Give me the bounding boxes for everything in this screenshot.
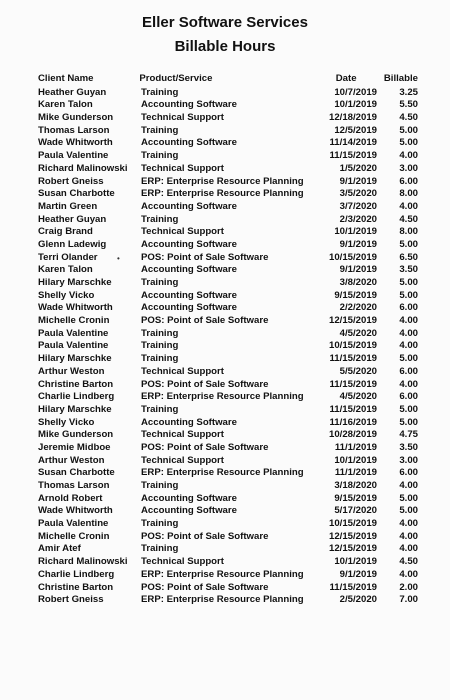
billable-cell: 6.00: [399, 302, 418, 314]
table-row: [38, 163, 418, 176]
date-cell: 3/5/2020: [339, 188, 377, 200]
table-row: [38, 328, 418, 341]
billable-cell: 5.00: [399, 289, 418, 301]
product-service-cell: Training: [141, 403, 179, 415]
product-service-cell: POS: Point of Sale Software: [141, 581, 269, 593]
product-service-cell: Technical Support: [141, 365, 224, 377]
client-name-cell: Hilary Marschke: [38, 353, 112, 365]
table-row: [38, 201, 418, 214]
table-row: [38, 556, 418, 569]
billable-cell: 3.00: [399, 454, 418, 466]
client-name-cell: Karen Talon: [38, 99, 93, 111]
table-row: [38, 404, 418, 417]
product-service-cell: POS: Point of Sale Software: [141, 315, 269, 327]
date-cell: 11/15/2019: [329, 403, 377, 415]
billable-cell: 4.00: [399, 378, 418, 390]
table-row: [38, 226, 418, 239]
product-service-cell: Training: [141, 213, 179, 225]
date-cell: 11/16/2019: [329, 416, 377, 428]
product-service-cell: Training: [141, 543, 179, 555]
client-name-cell: Michelle Cronin: [38, 315, 110, 327]
table-row: [38, 340, 418, 353]
client-name-cell: Richard Malinowski: [38, 556, 128, 568]
billable-cell: 5.00: [399, 505, 418, 517]
date-cell: 2/5/2020: [339, 594, 377, 606]
date-cell: 9/15/2019: [334, 492, 377, 504]
billable-cell: 6.00: [399, 365, 418, 377]
billable-cell: 3.50: [399, 441, 418, 453]
billable-cell: 5.00: [399, 416, 418, 428]
date-cell: 12/15/2019: [328, 530, 377, 542]
billable-cell: 5.00: [399, 238, 418, 250]
billable-cell: 5.00: [399, 124, 418, 136]
date-cell: 9/1/2019: [339, 238, 377, 250]
client-name-cell: Arthur Weston: [38, 454, 105, 466]
table-row: [38, 315, 418, 328]
product-service-cell: POS: Point of Sale Software: [141, 251, 269, 263]
client-name-cell: Thomas Larson: [38, 480, 110, 491]
product-service-cell: ERP: Enterprise Resource Planning: [141, 467, 304, 479]
billable-cell: 4.00: [399, 150, 418, 162]
billable-cell: 3.25: [399, 86, 418, 98]
client-name-cell: Paula Valentine: [38, 150, 109, 162]
product-service-cell: Technical Support: [141, 429, 224, 441]
table-row: [38, 112, 418, 125]
product-service-cell: Technical Support: [141, 454, 224, 466]
client-name-cell: Wade Whitworth: [38, 302, 113, 314]
client-name-cell: Paula Valentine: [38, 340, 109, 352]
date-cell: 10/15/2019: [328, 518, 377, 530]
column-header-billable: Billable: [383, 73, 418, 84]
table-row: [38, 582, 418, 595]
client-name-cell: Susan Charbotte: [38, 467, 115, 479]
product-service-cell: POS: Point of Sale Software: [141, 441, 269, 453]
table-row: [38, 277, 418, 290]
date-cell: 2/2/2020: [339, 302, 377, 314]
date-cell: 5/17/2020: [334, 505, 377, 517]
billable-cell: 5.00: [399, 277, 418, 288]
date-cell: 11/15/2019: [329, 353, 377, 365]
client-name-cell: Heather Guyan: [38, 213, 107, 225]
client-name-cell: Hilary Marschke: [38, 277, 112, 288]
product-service-cell: Accounting Software: [141, 416, 237, 428]
table-row: [38, 493, 418, 506]
product-service-cell: Training: [141, 480, 179, 491]
client-name-cell: Christine Barton: [38, 581, 114, 593]
product-service-cell: Technical Support: [141, 162, 224, 174]
client-name-cell: Charlie Lindberg: [38, 568, 115, 580]
product-service-cell: Training: [141, 86, 179, 98]
client-name-cell: Mike Gunderson: [38, 112, 114, 124]
table-row: [38, 480, 418, 493]
table-row: [38, 442, 418, 455]
client-name-cell: Paula Valentine: [38, 518, 109, 530]
product-service-cell: Training: [141, 124, 179, 136]
billable-cell: 6.00: [399, 175, 418, 187]
table-row: [38, 569, 418, 582]
date-cell: 1/5/2020: [339, 162, 377, 174]
table-row: [38, 594, 418, 607]
product-service-cell: ERP: Enterprise Resource Planning: [141, 568, 304, 580]
product-service-cell: Accounting Software: [141, 200, 237, 212]
product-service-cell: Accounting Software: [141, 137, 237, 149]
date-cell: 12/5/2019: [334, 124, 377, 136]
client-name-cell: Mike Gunderson: [38, 429, 114, 441]
product-service-cell: Technical Support: [141, 226, 224, 238]
table-row: [38, 417, 418, 430]
date-cell: 10/7/2019: [334, 86, 377, 98]
date-cell: 11/14/2019: [329, 137, 377, 149]
client-name-cell: Christine Barton: [38, 378, 114, 390]
column-header-product-service: Product/Service: [139, 73, 213, 84]
client-name-cell: Shelly Vicko: [38, 416, 95, 428]
billable-cell: 4.00: [399, 530, 418, 542]
client-name-cell: Terri Olander: [38, 251, 98, 263]
date-cell: 3/18/2020: [334, 480, 377, 491]
table-row: [38, 125, 418, 138]
date-cell: 11/15/2019: [329, 378, 377, 390]
table-row: [38, 99, 418, 112]
client-name-cell: Robert Gneiss: [38, 594, 104, 606]
product-service-cell: ERP: Enterprise Resource Planning: [141, 594, 304, 606]
column-header-client-name: Client Name: [38, 73, 94, 84]
column-header-date: Date: [335, 73, 357, 84]
date-cell: 11/15/2019: [329, 581, 377, 593]
product-service-cell: Accounting Software: [141, 302, 237, 314]
table-row: [38, 429, 418, 442]
product-service-cell: POS: Point of Sale Software: [141, 530, 269, 542]
client-name-cell: Shelly Vicko: [38, 289, 95, 301]
date-cell: 10/15/2019: [328, 340, 377, 352]
product-service-cell: Technical Support: [141, 112, 224, 124]
table-row: [38, 137, 418, 150]
billable-cell: 4.00: [399, 340, 418, 352]
date-cell: 10/1/2019: [334, 454, 377, 466]
table-row: [38, 264, 418, 277]
date-cell: 10/1/2019: [334, 226, 377, 238]
product-service-cell: Accounting Software: [141, 99, 237, 111]
date-cell: 3/7/2020: [339, 200, 377, 212]
date-cell: 12/15/2019: [328, 543, 377, 555]
date-cell: 3/8/2020: [339, 277, 377, 288]
date-cell: 10/1/2019: [334, 99, 377, 111]
product-service-cell: Accounting Software: [141, 289, 237, 301]
billable-cell: 4.00: [399, 568, 418, 580]
product-service-cell: Accounting Software: [141, 505, 237, 517]
client-name-cell: Michelle Cronin: [38, 530, 110, 542]
billable-cell: 8.00: [399, 188, 418, 200]
billable-hours-table: [38, 73, 418, 607]
date-cell: 11/15/2019: [329, 150, 377, 162]
billable-cell: 6.00: [399, 391, 418, 403]
billable-cell: 3.50: [399, 264, 418, 276]
billable-cell: 7.00: [399, 594, 418, 606]
client-name-cell: Jeremie Midboe: [38, 441, 111, 453]
client-name-cell: Richard Malinowski: [38, 162, 128, 174]
date-cell: 9/15/2019: [334, 289, 377, 301]
product-service-cell: Training: [141, 340, 179, 352]
client-name-cell: Wade Whitworth: [38, 137, 113, 149]
table-row: [38, 391, 418, 404]
billable-cell: 4.50: [399, 556, 418, 568]
product-service-cell: Accounting Software: [141, 238, 237, 250]
client-name-cell: Arnold Robert: [38, 492, 103, 504]
date-cell: 10/1/2019: [334, 556, 377, 568]
table-row: [38, 455, 418, 468]
table-body: [38, 87, 418, 607]
product-service-cell: Training: [141, 518, 179, 530]
table-row: [38, 467, 418, 480]
product-service-cell: ERP: Enterprise Resource Planning: [141, 188, 304, 200]
product-service-cell: Training: [141, 327, 179, 339]
product-service-cell: Technical Support: [141, 556, 224, 568]
table-row: [38, 543, 418, 556]
client-name-cell: Amir Atef: [38, 543, 81, 555]
date-cell: 10/15/2019: [328, 251, 377, 263]
billable-cell: 4.00: [399, 543, 418, 555]
billable-cell: 5.50: [399, 99, 418, 111]
client-name-cell: Paula Valentine: [38, 327, 109, 339]
billable-cell: 4.50: [399, 112, 418, 124]
billable-cell: 8.00: [399, 226, 418, 238]
billable-cell: 5.00: [399, 137, 418, 149]
table-row: [38, 290, 418, 303]
client-name-cell: Wade Whitworth: [38, 505, 113, 517]
client-name-cell: Karen Talon: [38, 264, 93, 276]
billable-cell: 4.75: [399, 429, 418, 441]
billable-cell: 5.00: [399, 353, 418, 365]
product-service-cell: Training: [141, 150, 179, 162]
date-cell: 4/5/2020: [339, 327, 377, 339]
date-cell: 9/1/2019: [339, 264, 377, 276]
billable-cell: 2.00: [399, 581, 418, 593]
client-name-cell: Robert Gneiss: [38, 175, 104, 187]
billable-cell: 6.00: [399, 467, 418, 479]
document-subtitle: Billable Hours: [174, 38, 276, 55]
table-row: [38, 176, 418, 189]
bullet-mark: •: [117, 254, 120, 263]
table-row: [38, 150, 418, 163]
client-name-cell: Hilary Marschke: [38, 403, 112, 415]
table-row: [38, 379, 418, 392]
product-service-cell: POS: Point of Sale Software: [141, 378, 269, 390]
client-name-cell: Glenn Ladewig: [38, 238, 107, 250]
product-service-cell: ERP: Enterprise Resource Planning: [141, 175, 304, 187]
table-row: [38, 214, 418, 227]
table-row: [38, 531, 418, 544]
billable-cell: 6.50: [399, 251, 418, 263]
table-row: [38, 366, 418, 379]
date-cell: 10/28/2019: [328, 429, 377, 441]
table-row: [38, 252, 418, 265]
table-header-row: [38, 73, 418, 86]
table-row: [38, 239, 418, 252]
table-row: [38, 518, 418, 531]
billable-cell: 4.00: [399, 315, 418, 327]
billable-cell: 4.00: [399, 200, 418, 212]
product-service-cell: ERP: Enterprise Resource Planning: [141, 391, 304, 403]
date-cell: 12/18/2019: [328, 112, 377, 124]
billable-cell: 5.00: [399, 403, 418, 415]
client-name-cell: Susan Charbotte: [38, 188, 115, 200]
product-service-cell: Accounting Software: [141, 492, 237, 504]
client-name-cell: Thomas Larson: [38, 124, 110, 136]
product-service-cell: Accounting Software: [141, 264, 237, 276]
table-row: [38, 87, 418, 100]
client-name-cell: Charlie Lindberg: [38, 391, 115, 403]
table-row: [38, 302, 418, 315]
client-name-cell: Heather Guyan: [38, 86, 107, 98]
billable-cell: 4.00: [399, 327, 418, 339]
date-cell: 2/3/2020: [339, 213, 377, 225]
date-cell: 11/1/2019: [334, 441, 377, 453]
date-cell: 9/1/2019: [339, 568, 377, 580]
date-cell: 5/5/2020: [339, 365, 377, 377]
billable-cell: 4.00: [399, 480, 418, 491]
date-cell: 11/1/2019: [334, 467, 377, 479]
billable-cell: 3.00: [399, 162, 418, 174]
date-cell: 4/5/2020: [339, 391, 377, 403]
product-service-cell: Training: [141, 277, 179, 288]
date-cell: 12/15/2019: [328, 315, 377, 327]
client-name-cell: Arthur Weston: [38, 365, 105, 377]
billable-cell: 4.50: [399, 213, 418, 225]
billable-cell: 5.00: [399, 492, 418, 504]
table-row: [38, 188, 418, 201]
client-name-cell: Martin Green: [38, 200, 98, 212]
client-name-cell: Craig Brand: [38, 226, 93, 238]
billable-cell: 4.00: [399, 518, 418, 530]
product-service-cell: Training: [141, 353, 179, 365]
document-title: Eller Software Services: [142, 14, 308, 31]
table-row: [38, 505, 418, 518]
date-cell: 9/1/2019: [339, 175, 377, 187]
table-row: [38, 353, 418, 366]
